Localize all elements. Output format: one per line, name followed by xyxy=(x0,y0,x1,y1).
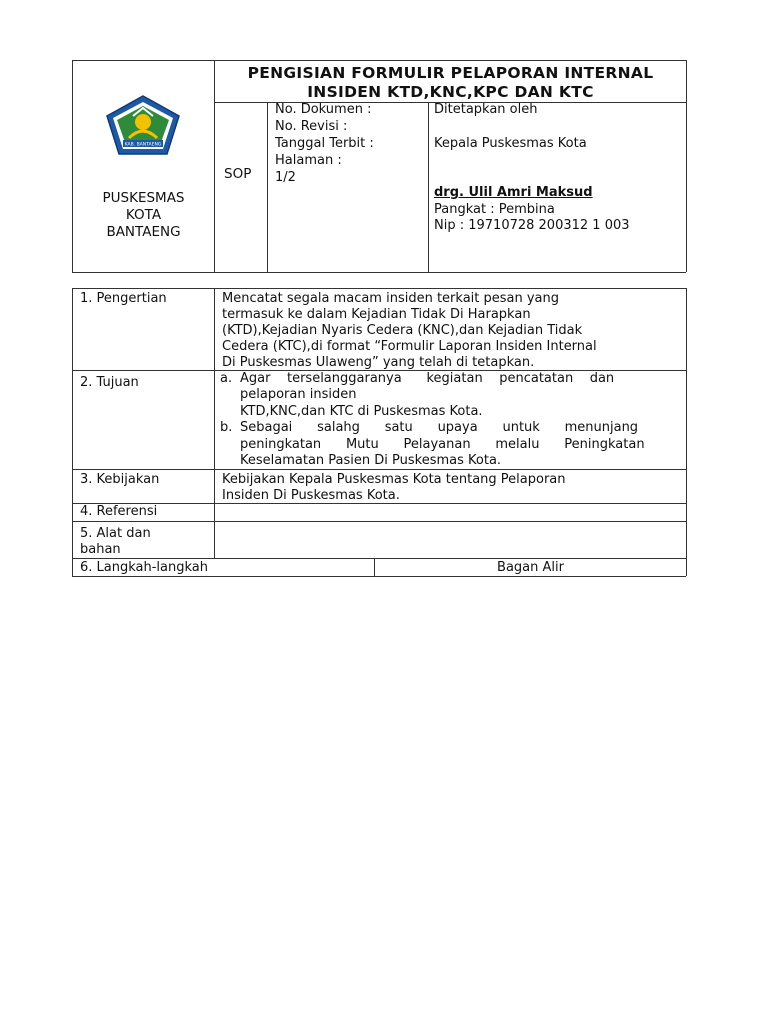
doc-number-label: No. Dokumen : xyxy=(275,102,372,117)
sop-label: SOP xyxy=(224,166,252,182)
alat-label-line-1: 5. Alat dan xyxy=(80,526,151,541)
kebijakan-line-2: Insiden Di Puskesmas Kota. xyxy=(222,488,400,503)
pengertian-line-2: termasuk ke dalam Kejadian Tidak Di Harapkan xyxy=(222,307,531,322)
tujuan-a-marker: a. xyxy=(220,371,233,386)
content-label-divider xyxy=(214,288,215,558)
kebijakan-label: 3. Kebijakan xyxy=(80,472,160,487)
signer-name: drg. Ulil Amri Maksud xyxy=(434,185,593,200)
tujuan-b-line-3: Keselamatan Pasien Di Puskesmas Kota. xyxy=(240,453,502,468)
page-label: Halaman : xyxy=(275,153,342,168)
alat-label-line-2: bahan xyxy=(80,542,121,557)
document-title xyxy=(215,64,686,102)
approved-by: Ditetapkan oleh xyxy=(434,102,538,117)
approver-title: Kepala Puskesmas Kota xyxy=(434,136,587,151)
title-line-1: PENGISIAN FORMULIR PELAPORAN INTERNAL xyxy=(247,64,654,82)
issue-date-label: Tanggal Terbit : xyxy=(275,136,374,151)
org-line-3: BANTAENG xyxy=(106,224,181,240)
pengertian-line-1: Mencatat segala macam insiden terkait pesan yang xyxy=(222,291,560,306)
kebijakan-line-1: Kebijakan Kepala Puskesmas Kota tentang Pelaporan xyxy=(222,472,566,487)
header-divider-sop xyxy=(267,102,268,272)
header-bottom-border xyxy=(72,272,686,273)
langkah-label: 6. Langkah-langkah xyxy=(80,560,209,575)
org-line-2: KOTA xyxy=(125,207,162,223)
pengertian-line-4: Cedera (KTC),di format “Formulir Laporan Insiden Internal xyxy=(222,339,597,354)
signer-rank: Pangkat : Pembina xyxy=(434,202,555,217)
tujuan-a-line-3: KTD,KNC,dan KTC di Puskesmas Kota. xyxy=(240,404,483,419)
org-line-1: PUSKESMAS xyxy=(102,190,185,206)
pengertian-label: 1. Pengertian xyxy=(80,291,167,306)
page-value: 1/2 xyxy=(275,170,296,185)
logo-caption: KAB. BANTAENG xyxy=(124,142,162,148)
row-divider-5 xyxy=(72,558,686,559)
content-top-border xyxy=(72,288,686,289)
title-line-2: INSIDEN KTD,KNC,KPC DAN KTC xyxy=(307,83,594,101)
tujuan-b-marker: b. xyxy=(220,420,233,435)
flowchart-label: Bagan Alir xyxy=(497,560,564,575)
content-left-border xyxy=(72,288,73,576)
signer-nip: Nip : 19710728 200312 1 003 xyxy=(434,218,630,233)
tujuan-b-line-2: peningkatan Mutu Pelayanan melalu Peningkatan xyxy=(240,437,645,452)
row-divider-4 xyxy=(72,521,686,522)
header-right-border xyxy=(686,60,687,272)
header-top-border xyxy=(72,60,686,61)
organization-name xyxy=(73,190,214,241)
regency-logo xyxy=(103,94,183,158)
tujuan-a-line-1: Agar terselanggaranya kegiatan pencatatan dan xyxy=(240,371,615,386)
tujuan-b-line-1: Sebagai salahg satu upaya untuk menunjang xyxy=(240,420,639,435)
revision-label: No. Revisi : xyxy=(275,119,348,134)
referensi-label: 4. Referensi xyxy=(80,504,158,519)
header-divider-approval xyxy=(428,102,429,272)
pengertian-line-3: (KTD),Kejadian Nyaris Cedera (KNC),dan Kejadian Tidak xyxy=(222,323,583,338)
pengertian-line-5: Di Puskesmas Ulaweng” yang telah di tetapkan. xyxy=(222,355,535,370)
tujuan-a-line-2: pelaporan insiden xyxy=(240,387,357,402)
tujuan-label: 2. Tujuan xyxy=(80,375,139,390)
content-right-border xyxy=(686,288,687,576)
